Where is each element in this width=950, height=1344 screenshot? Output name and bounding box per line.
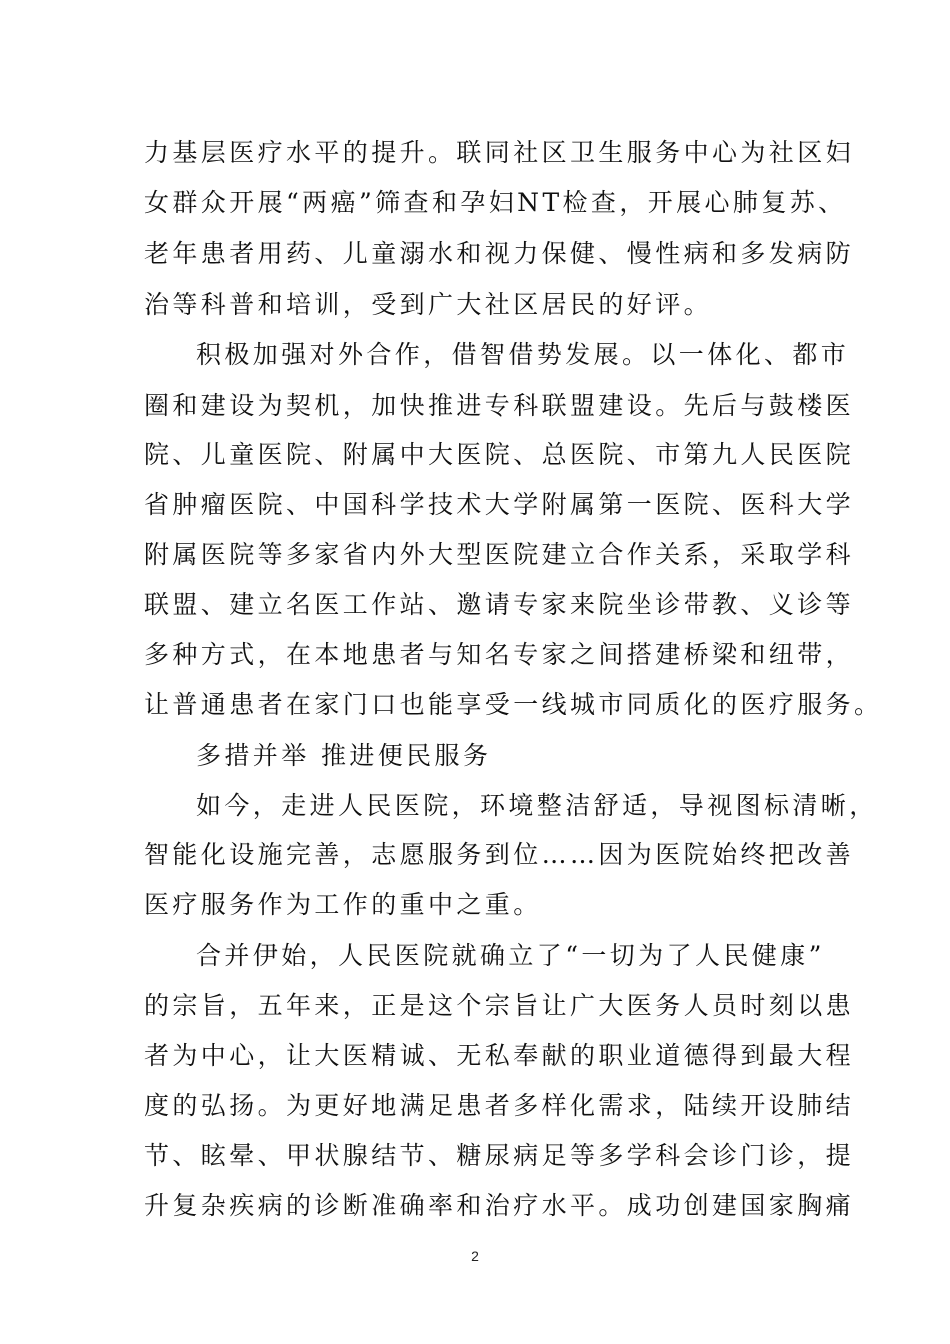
text-line: 省肿瘤医院、中国科学技术大学附属第一医院、医科大学 [144,490,855,519]
paragraph-start-line: 如今，走进人民医院，环境整洁舒适，导视图标清晰， [196,791,878,820]
section-heading: 多措并举 推进便民服务 [196,741,492,770]
text-line: 让普通患者在家门口也能享受一线城市同质化的医疗服务。 [144,690,883,719]
text-line: 升复杂疾病的诊断准确率和治疗水平。成功创建国家胸痛 [144,1191,855,1220]
text-line: 节、眩晕、甲状腺结节、糖尿病足等多学科会诊门诊，提 [144,1141,855,1170]
text-line: 的宗旨，五年来，正是这个宗旨让广大医务人员时刻以患 [144,991,855,1020]
paragraph-start-line: 积极加强对外合作，借智借势发展。以一体化、都市 [196,340,850,369]
text-line: 力基层医疗水平的提升。联同社区卫生服务中心为社区妇 [144,138,855,167]
text-line: 联盟、建立名医工作站、邀请专家来院坐诊带教、义诊等 [144,590,855,619]
text-line: 老年患者用药、儿童溺水和视力保健、慢性病和多发病防 [144,239,855,268]
paragraph-start-line: 合并伊始，人民医院就确立了“一切为了人民健康” [196,941,825,970]
text-line: 智能化设施完善，志愿服务到位……因为医院始终把改善 [144,840,855,869]
text-line: 多种方式，在本地患者与知名专家之间搭建桥梁和纽带， [144,640,855,669]
text-line: 医疗服务作为工作的重中之重。 [144,890,542,919]
text-line: 者为中心，让大医精诚、无私奉献的职业道德得到最大程 [144,1041,855,1070]
text-line: 度的弘扬。为更好地满足患者多样化需求，陆续开设肺结 [144,1091,855,1120]
text-line: 圈和建设为契机，加快推进专科联盟建设。先后与鼓楼医 [144,391,855,420]
page-number: 2 [471,1248,479,1264]
text-line: 院、儿童医院、附属中大医院、总医院、市第九人民医院 [144,440,855,469]
text-line: 女群众开展“两癌”筛查和孕妇NT检查，开展心肺复苏、 [144,188,847,217]
text-line: 治等科普和培训，受到广大社区居民的好评。 [144,290,713,319]
text-line: 附属医院等多家省内外大型医院建立合作关系，采取学科 [144,540,855,569]
